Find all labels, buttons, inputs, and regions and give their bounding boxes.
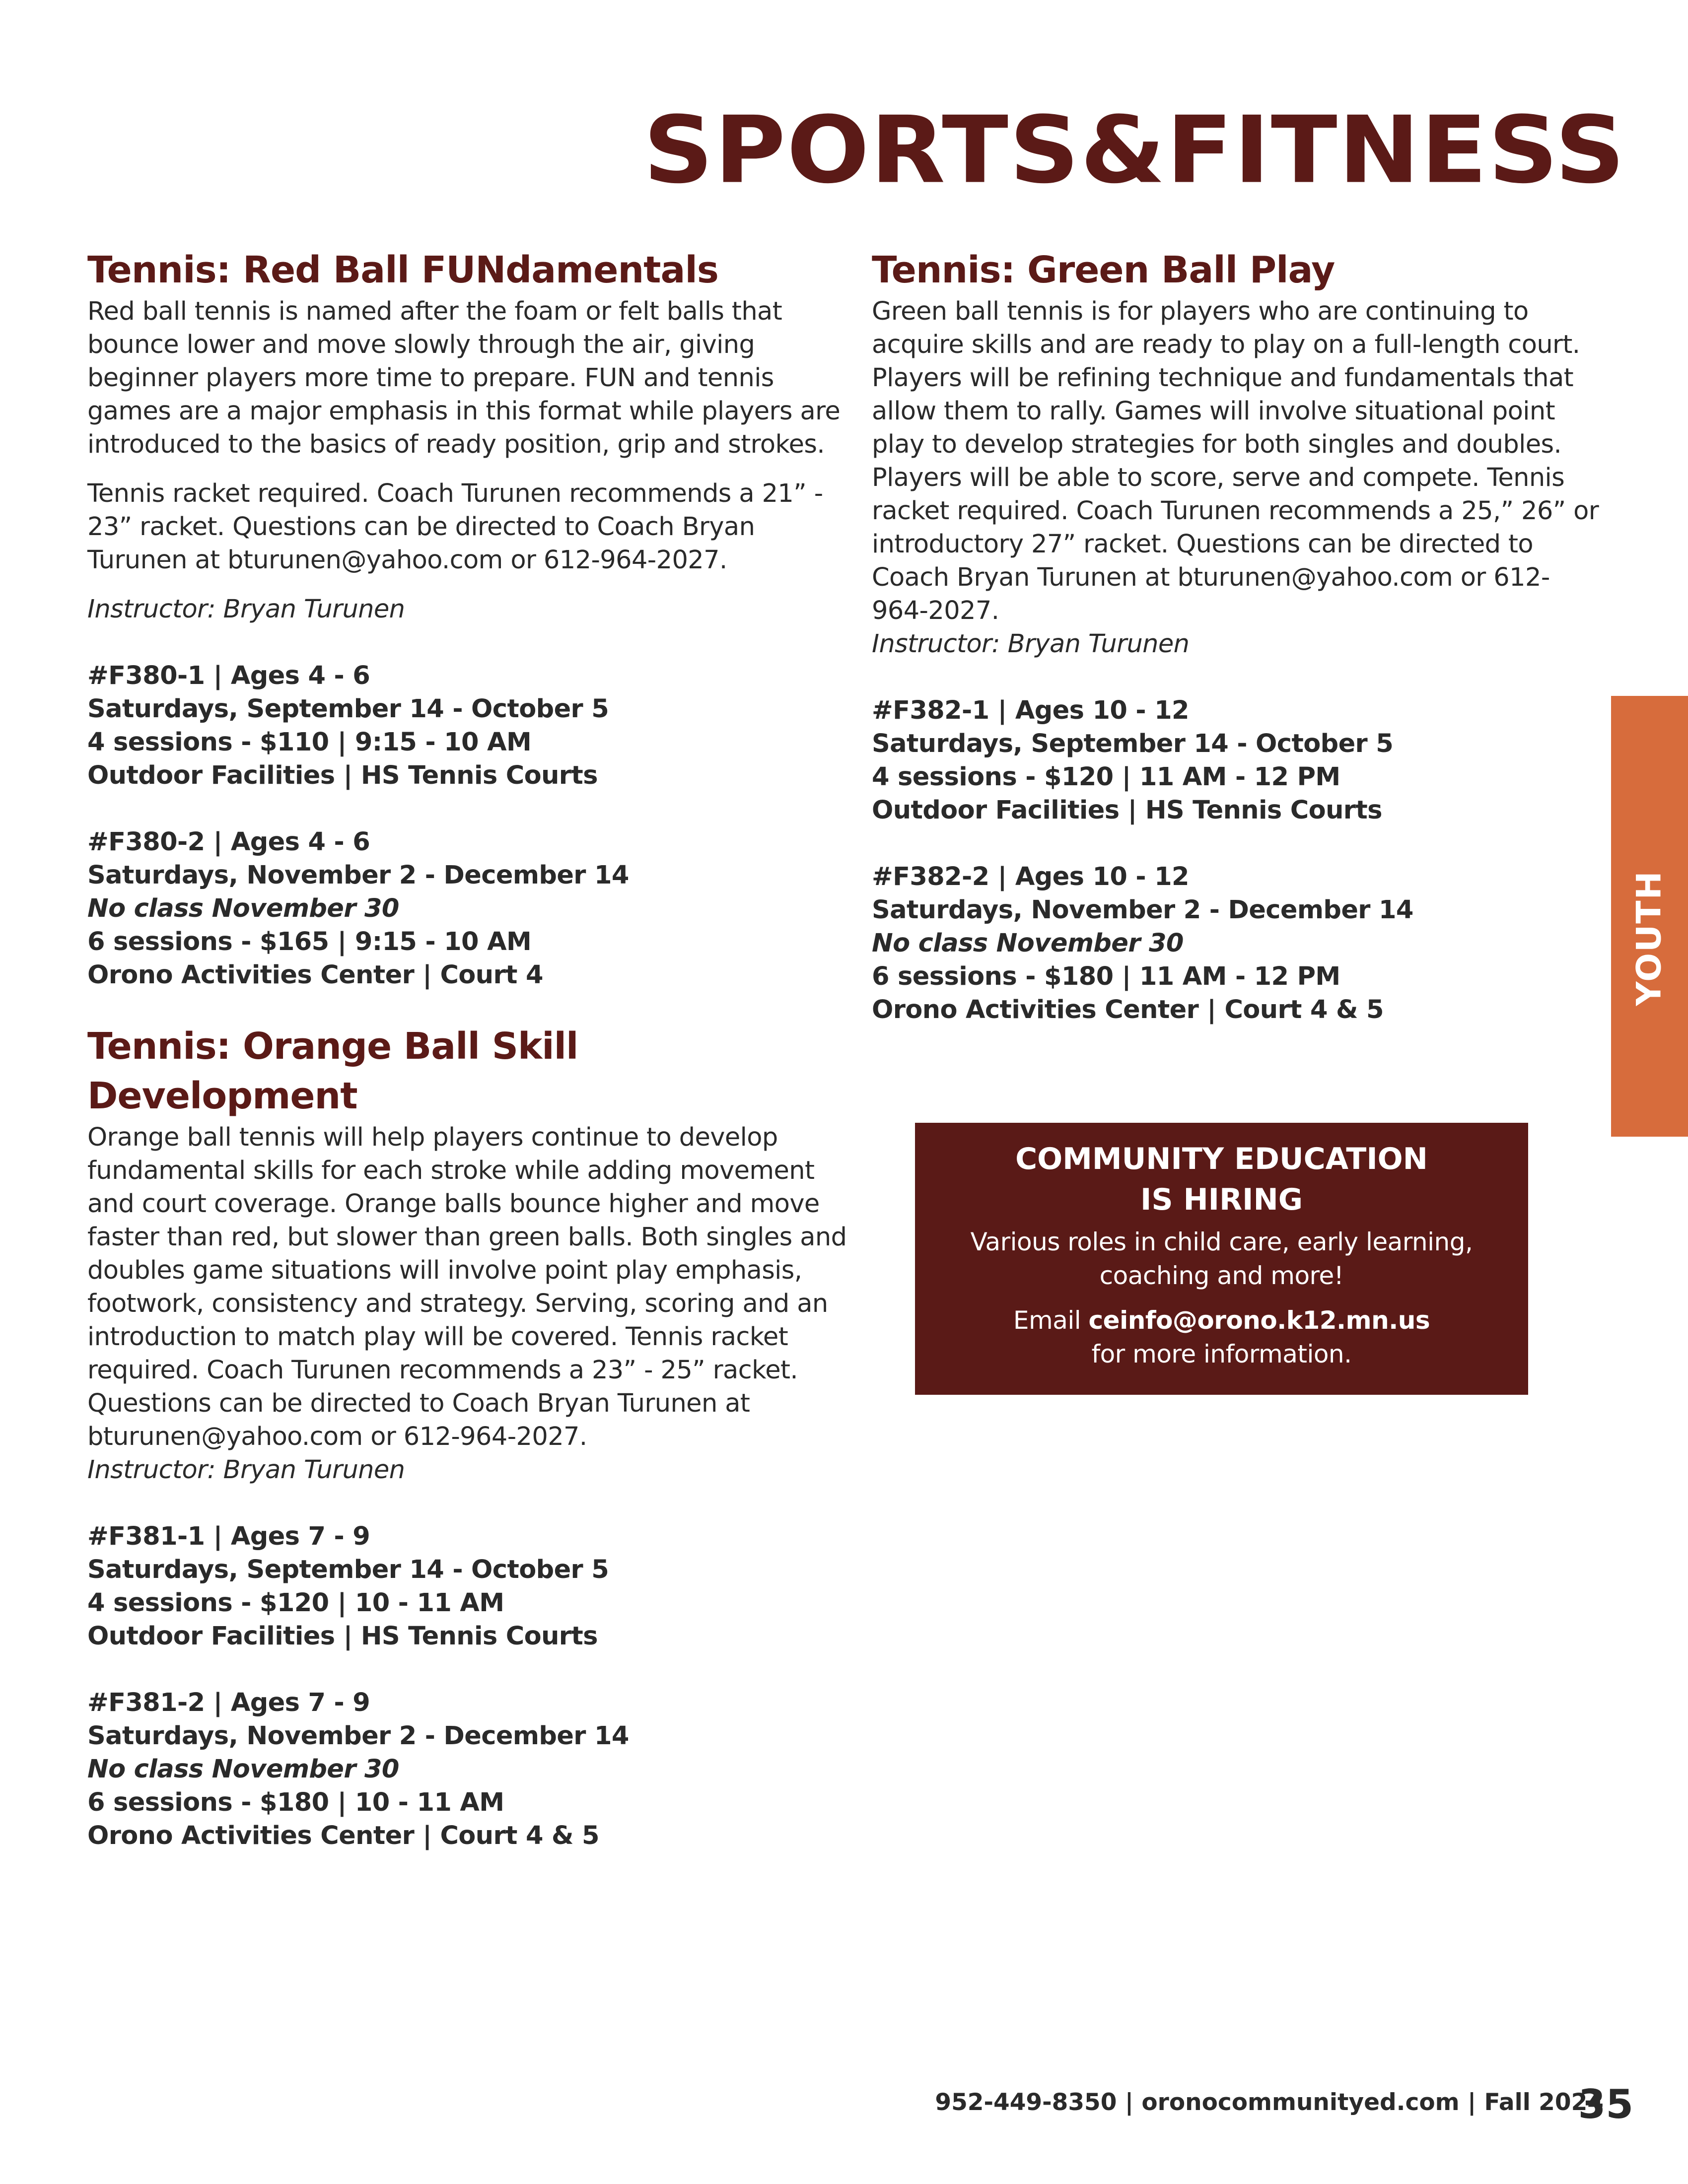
hiring-title-line1: COMMUNITY EDUCATION <box>1015 1142 1428 1176</box>
class-listing-F382-1 <box>872 694 1602 827</box>
hiring-callout <box>915 1123 1528 1395</box>
class-code: #F382-1 | Ages 10 - 12 <box>872 696 1189 725</box>
class-note: No class November 30 <box>872 929 1184 958</box>
class-listing-F380-1 <box>87 659 852 792</box>
class-listing-F381-1 <box>87 1520 852 1653</box>
class-price-time: 6 sessions - $180 | 11 AM - 12 PM <box>872 962 1340 991</box>
class-dates: Saturdays, September 14 - October 5 <box>87 1555 609 1584</box>
class-price-time: 6 sessions - $180 | 10 - 11 AM <box>87 1788 504 1817</box>
footer-info <box>935 2089 1604 2116</box>
class-code: #F382-2 | Ages 10 - 12 <box>872 862 1189 891</box>
footer-phone: 952-449-8350 <box>935 2088 1117 2116</box>
class-location: Outdoor Facilities | HS Tennis Courts <box>87 1622 598 1651</box>
footer-separator: | <box>1125 2088 1133 2116</box>
page-footer <box>844 2077 1633 2127</box>
class-code: #F381-2 | Ages 7 - 9 <box>87 1688 370 1717</box>
right-column <box>872 245 1602 1026</box>
youth-tab-label: YOUTH <box>1629 870 1669 1006</box>
class-dates: Saturdays, November 2 - December 14 <box>87 861 629 890</box>
green-ball-description: Green ball tennis is for players who are continuing to acquire skills and are ready to play on a full-length court. Players will be refining technique and fundamentals that allow them to rally. Games will involve situational point play to develop strategies for both singles and doubles. Players will be able to score, serve and compete. Tennis racket required. Coach Turunen recommends a 25,” 26” or introductory 27” racket. Questions can be directed to Coach Bryan Turunen at bturunen@yahoo.com or 612-964-2027. <box>872 297 1599 625</box>
class-dates: Saturdays, November 2 - December 14 <box>87 1721 629 1751</box>
class-listing-F381-2 <box>87 1686 852 1852</box>
orange-ball-title: Tennis: Orange Ball Skill Development <box>87 1025 578 1117</box>
page-number: 35 <box>1578 2081 1633 2127</box>
green-ball-instructor: Instructor: Bryan Turunen <box>872 629 1190 659</box>
section-title: SPORTS&FITNESS <box>643 96 1626 204</box>
section-banner <box>643 94 1626 206</box>
class-code: #F380-2 | Ages 4 - 6 <box>87 827 370 857</box>
footer-season: Fall 2024 <box>1484 2088 1604 2116</box>
footer-separator: | <box>1467 2088 1477 2116</box>
left-column <box>87 245 852 1852</box>
hiring-title-line2: IS HIRING <box>1140 1182 1303 1217</box>
red-ball-instructor: Instructor: Bryan Turunen <box>87 595 405 624</box>
footer-website[interactable]: oronocommunityed.com <box>1141 2088 1460 2116</box>
hiring-email-link[interactable]: ceinfo@orono.k12.mn.us <box>1088 1306 1430 1335</box>
class-listing-F380-2 <box>87 825 852 992</box>
class-listing-F382-2 <box>872 860 1602 1026</box>
hiring-text-line2: coaching and more! <box>1099 1261 1344 1290</box>
class-code: #F381-1 | Ages 7 - 9 <box>87 1522 370 1551</box>
class-dates: Saturdays, November 2 - December 14 <box>872 895 1413 925</box>
red-ball-description: Red ball tennis is named after the foam or felt balls that bounce lower and move slowly through the air, giving beginner players more time to prepare. FUN and tennis games are a major emphasis in this format while players are introduced to the basics of ready position, grip and strokes. <box>87 297 841 459</box>
hiring-email-suffix: for more information. <box>1091 1340 1352 1368</box>
class-location: Orono Activities Center | Court 4 & 5 <box>872 995 1384 1024</box>
class-location: Orono Activities Center | Court 4 & 5 <box>87 1821 599 1850</box>
class-note: No class November 30 <box>87 1755 399 1784</box>
hiring-contact <box>915 1303 1528 1371</box>
class-location: Outdoor Facilities | HS Tennis Courts <box>872 796 1382 825</box>
hiring-email-prefix: Email <box>1013 1306 1081 1335</box>
orange-ball-instructor: Instructor: Bryan Turunen <box>87 1455 405 1485</box>
class-dates: Saturdays, September 14 - October 5 <box>872 729 1394 758</box>
green-ball-title: Tennis: Green Ball Play <box>872 249 1335 291</box>
orange-ball-description: Orange ball tennis will help players continue to develop fundamental skills for each stroke while adding movement and court coverage. Orange balls bounce higher and move faster than red, but slower than green balls. Both singles and doubles game situations will involve point play emphasis, footwork, consistency and strategy. Serving, scoring and an introduction to match play will be covered. Tennis racket required. Coach Turunen recommends a 23” - 25” racket. Questions can be directed to Coach Bryan Turunen at bturunen@yahoo.com or 612-964-2027. <box>87 1123 847 1451</box>
red-ball-racket-info: Tennis racket required. Coach Turunen recommends a 21” - 23” racket. Questions can be directed to Coach Bryan Turunen at bturunen@yahoo.com or 612-964-2027. <box>87 479 823 575</box>
class-price-time: 4 sessions - $120 | 10 - 11 AM <box>87 1588 504 1618</box>
class-note: No class November 30 <box>87 894 399 923</box>
hiring-text-line1: Various roles in child care, early learning, <box>970 1228 1473 1256</box>
class-price-time: 4 sessions - $110 | 9:15 - 10 AM <box>87 728 532 757</box>
class-price-time: 4 sessions - $120 | 11 AM - 12 PM <box>872 762 1340 792</box>
hiring-text <box>915 1225 1528 1293</box>
class-dates: Saturdays, September 14 - October 5 <box>87 694 609 724</box>
class-location: Outdoor Facilities | HS Tennis Courts <box>87 761 598 790</box>
class-location: Orono Activities Center | Court 4 <box>87 960 543 990</box>
class-code: #F380-1 | Ages 4 - 6 <box>87 661 370 690</box>
red-ball-title: Tennis: Red Ball FUNdamentals <box>87 249 718 291</box>
class-price-time: 6 sessions - $165 | 9:15 - 10 AM <box>87 927 532 956</box>
